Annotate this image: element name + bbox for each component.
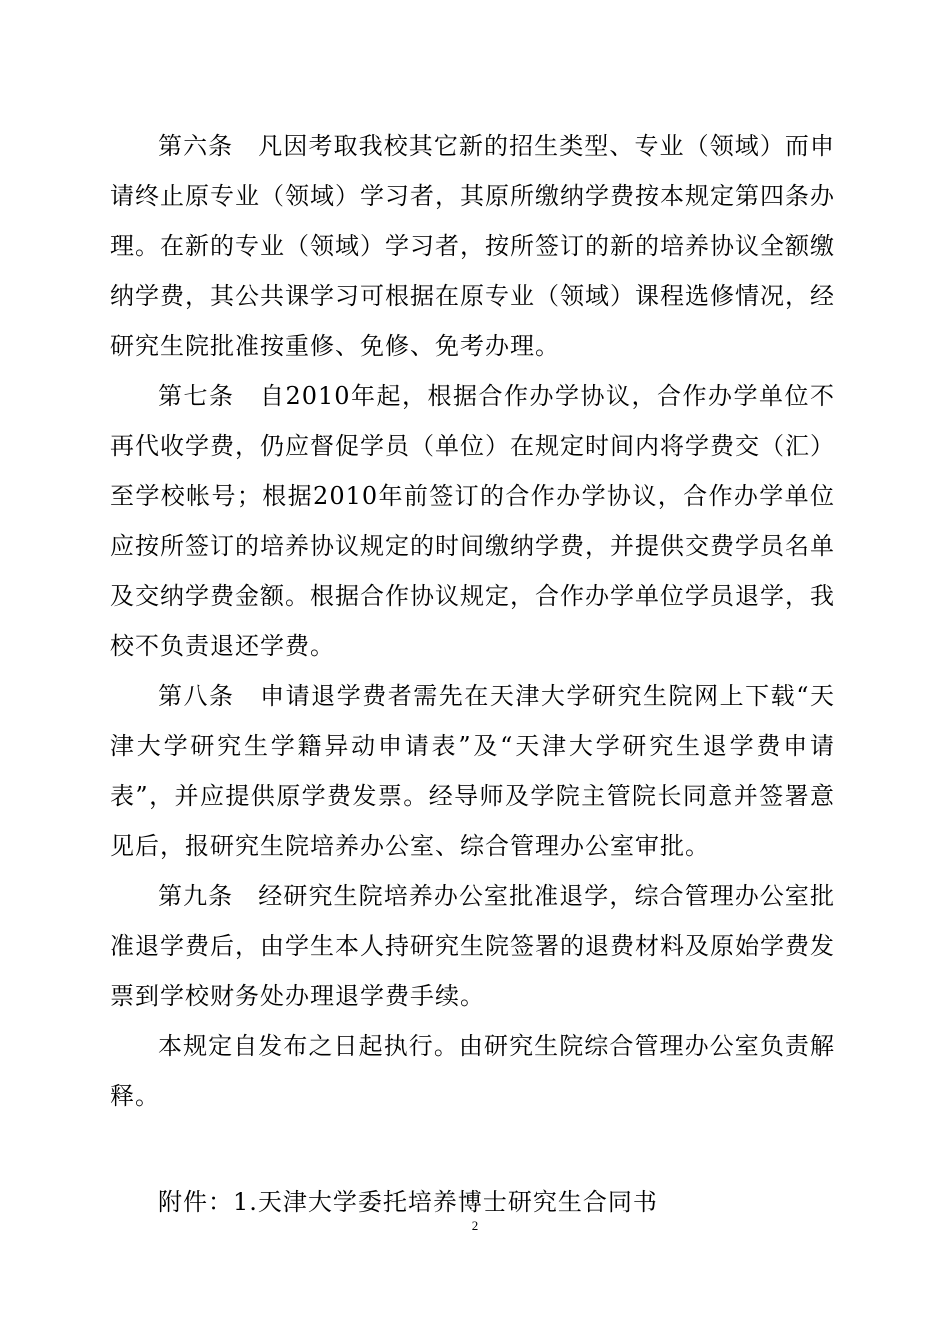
- page-number: 2: [471, 1218, 479, 1233]
- article-6-paragraph: 第六条 凡因考取我校其它新的招生类型、专业（领域）而申请终止原专业（领域）学习者，其原所缴纳学费按本规定第四条办理。在新的专业（领域）学习者，按所签订的新的培养协议全额缴纳学费，其公共课学习可根据在原专业（领域）课程选修情况，经研究生院批准按重修、免修、免考办理。: [110, 132, 835, 360]
- document-body: [110, 121, 835, 1227]
- article-9-paragraph: 第九条 经研究生院培养办公室批准退学，综合管理办公室批准退学费后，由学生本人持研究生院签署的退费材料及原始学费发票到学校财务处办理退学费手续。: [110, 882, 835, 1010]
- article-8-paragraph: 第八条 申请退学费者需先在天津大学研究生院网上下载“天津大学研究生学籍异动申请表”及“天津大学研究生退学费申请表”，并应提供原学费发票。经导师及学院主管院长同意并签署意见后，报研究生院培养办公室、综合管理办公室审批。: [110, 682, 835, 860]
- attachment-line: 附件：1.天津大学委托培养博士研究生合同书: [158, 1188, 658, 1216]
- effective-clause-paragraph: 本规定自发布之日起执行。由研究生院综合管理办公室负责解释。: [110, 1032, 835, 1110]
- article-7-paragraph: 第七条 自2010年起，根据合作办学协议，合作办学单位不再代收学费，仍应督促学员（单位）在规定时间内将学费交（汇）至学校帐号；根据2010年前签订的合作办学协议，合作办学单位应按所签订的培养协议规定的时间缴纳学费，并提供交费学员名单及交纳学费金额。根据合作协议规定，合作办学单位学员退学，我校不负责退还学费。: [110, 382, 835, 660]
- paragraph-gap: [110, 1121, 835, 1177]
